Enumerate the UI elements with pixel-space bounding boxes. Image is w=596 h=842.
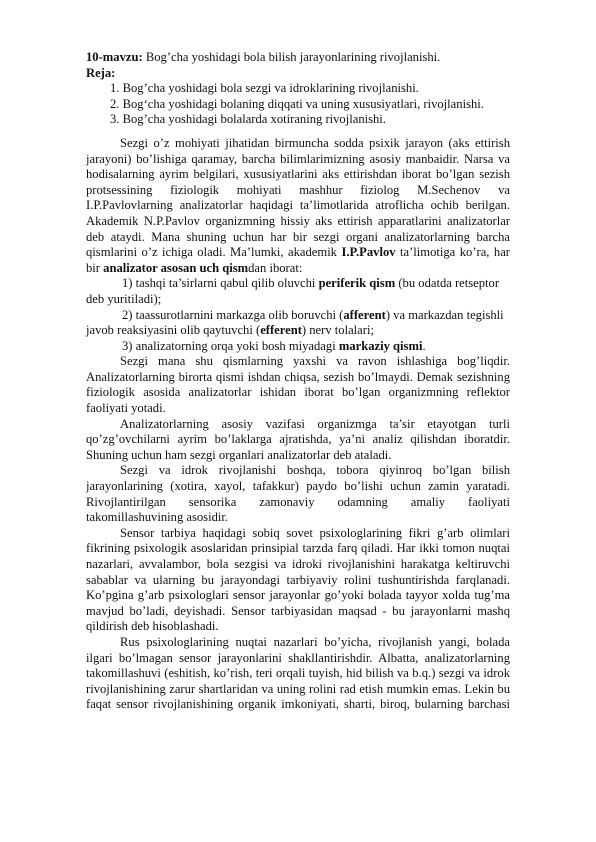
text-line: qildirish deb hisoblashadi. — [86, 619, 219, 634]
paragraph-3 — [86, 417, 510, 464]
text-line: sabablar va ularning bu jarayondagi tarbiyaviy rolini tushuntirishda farqlanadi. — [86, 572, 510, 587]
paragraph-2 — [86, 354, 510, 416]
text-line: qo’zg’ovchilarni ayrim bo’laklarga ajratishda, ya’ni analiz qilishdan iboratdir. — [86, 432, 510, 447]
plan-item-3: 3. Bog’cha yoshidagi bolalarda xotiraning rivojlanishi. — [110, 112, 386, 127]
text-line: Sezgi o’z mohiyati jihatidan birmuncha sodda psixik jarayon (aks ettirish — [120, 135, 510, 150]
text-line: Akademik N.P.Pavlov organizmning hissiy aks ettirish apparatlarini analizatorlar — [86, 213, 510, 228]
list-item-1-cont: deb yuritiladi); — [86, 291, 162, 306]
document-page — [86, 50, 510, 713]
text-line: Analizatorlarning asosiy vazifasi organizmga ta’sir etayotgan turli — [120, 416, 510, 431]
three-parts-phrase: analizator asosan uch qism — [103, 260, 249, 275]
paragraph-5 — [86, 526, 510, 635]
text-line: I.P.Pavlovlarning analizatorlar haqidagi ta’limotlarida atroflicha ochib berilgan. — [86, 198, 510, 213]
text-line: Rivojlantirilgan sensorika zamonaviy odamning amaliy faoliyati — [86, 494, 510, 509]
text-line: fiziologik asosida analizatorlar ishidan iborat bo’lgan organizmning reflektor — [86, 385, 510, 400]
pavlov-name: I.P.Pavlov — [341, 245, 396, 260]
text-line: fikrining psixologik asoslaridan prinsipial tarzda farq qiladi. Har ikki tomon nuqtai — [86, 541, 510, 556]
analyzer-parts-list — [86, 276, 510, 354]
text-line: Analizatorlarning birorta qismi ishdan chiqsa, sezish bo’lmaydi. Demak sezishning — [86, 369, 510, 384]
text-line: takomillashuvining asosidir. — [86, 510, 229, 525]
text-line: bir analizator asosan uch qismdan iborat: — [86, 260, 303, 275]
text-line: qismlarini o’z ichiga oladi. Ma’lumki, akademik I.P.Pavlov ta’limotiga ko’ra, har — [86, 245, 510, 260]
plan-item-2: 2. Bog‘cha yoshidagi bolaning diqqati va uning xususiyatlari, rivojlanishi. — [110, 96, 484, 111]
text-line: takomillashuvi (eshitish, ko’rish, teri orqali tuyish, hid bilish va b.q.) sezgi va idrok — [86, 666, 510, 681]
text-line: ilgari bo’lmagan sensor jarayonlarini shakllantirishdir. Albatta, analizatorlarning — [86, 650, 510, 665]
topic-heading — [86, 50, 510, 66]
spacer — [86, 128, 510, 136]
list-item-1: 1) tashqi ta’sirlarni qabul qilib oluvchi periferik qism (bu odatda retseptor — [122, 276, 500, 291]
topic-title: Bog’cha yoshidagi bola bilish jarayonlarining rivojlanishi. — [142, 50, 441, 64]
paragraph-1 — [86, 136, 510, 276]
text-line: Sezgi va idrok rivojlanishi boshqa, tobora qiyinroq bo’lgan bilish — [120, 463, 510, 478]
plan-item-1: 1. Bog’cha yoshidagi bola sezgi va idroklarining rivojlanishi. — [110, 81, 419, 96]
text-line: deb ataydi. Mana shuning uchun har bir sezgi organi analizatorlarning barcha — [86, 229, 510, 244]
text-line: mavjud bo’ladi, deyishadi. Sensor tarbiyasidan maqsad - bu jarayonlarni mashq — [86, 603, 510, 618]
text-line: faqat sensor rivojlanishining organik imkoniyati, sharti, biroq, bularning barchasi — [86, 697, 510, 712]
text-line: Shuning uchun ham sezgi organlari analizatorlar deb ataladi. — [86, 447, 392, 462]
list-item-2-cont: javob reaksiyasini olib qaytuvchi (efferent) nerv tolalari; — [86, 323, 374, 338]
text-line: jarayoni) bo’lishiga qaramay, barcha bilimlarimizning asosiy manbaidir. Narsa va — [86, 151, 510, 166]
text-line: protsessining fiziologik mohiyati mashhur fiziolog M.Sechenov va — [86, 182, 510, 197]
paragraph-6 — [86, 635, 510, 713]
text-line: Ko’pgina g’arb psixologlari sensor jarayonlar go’yoki bolada tayyor xolda tug’ma — [86, 588, 510, 603]
text-line: faoliyati yotadi. — [86, 401, 166, 416]
paragraph-4 — [86, 463, 510, 525]
text-line: nazarlari, avvalambor, bola sezgisi va idroki rivojlanishini harakatga keltiruvchi — [86, 557, 510, 571]
text-line: Sezgi mana shu qismlarning yaxshi va ravon ishlashiga bog’liqdir. — [120, 354, 510, 369]
text-line: rivojlanishining zarur shartlaridan va uning rolini rad etish mumkin emas. Lekin bu — [86, 681, 510, 696]
list-item-2: 2) taassurotlarnini markazga olib boruvchi (afferent) va markazdan tegishli — [122, 307, 504, 322]
text-line: Sensor tarbiya haqidagi sobiq sovet psixologlarining fikri g’arb olimlari — [120, 525, 510, 540]
plan-label: Reja: — [86, 65, 116, 80]
list-item-3: 3) analizatorning orqa yoki bosh miyadagi markaziy qismi. — [122, 338, 426, 353]
text-line: hodisalarning ayrim belgilari, xususiyatlarini aks ettirishdan iborat bo’lgan sezish — [86, 167, 510, 182]
text-line: Rus psixologlarining nuqtai nazarlari bo’yicha, rivojlanish yangi, bolada — [120, 634, 510, 649]
text-line: jarayonlarining (xotira, xayol, tafakkur) paydo bo’lishi uchun zamin yaratadi. — [86, 479, 510, 494]
topic-label: 10-mavzu: — [86, 50, 143, 64]
